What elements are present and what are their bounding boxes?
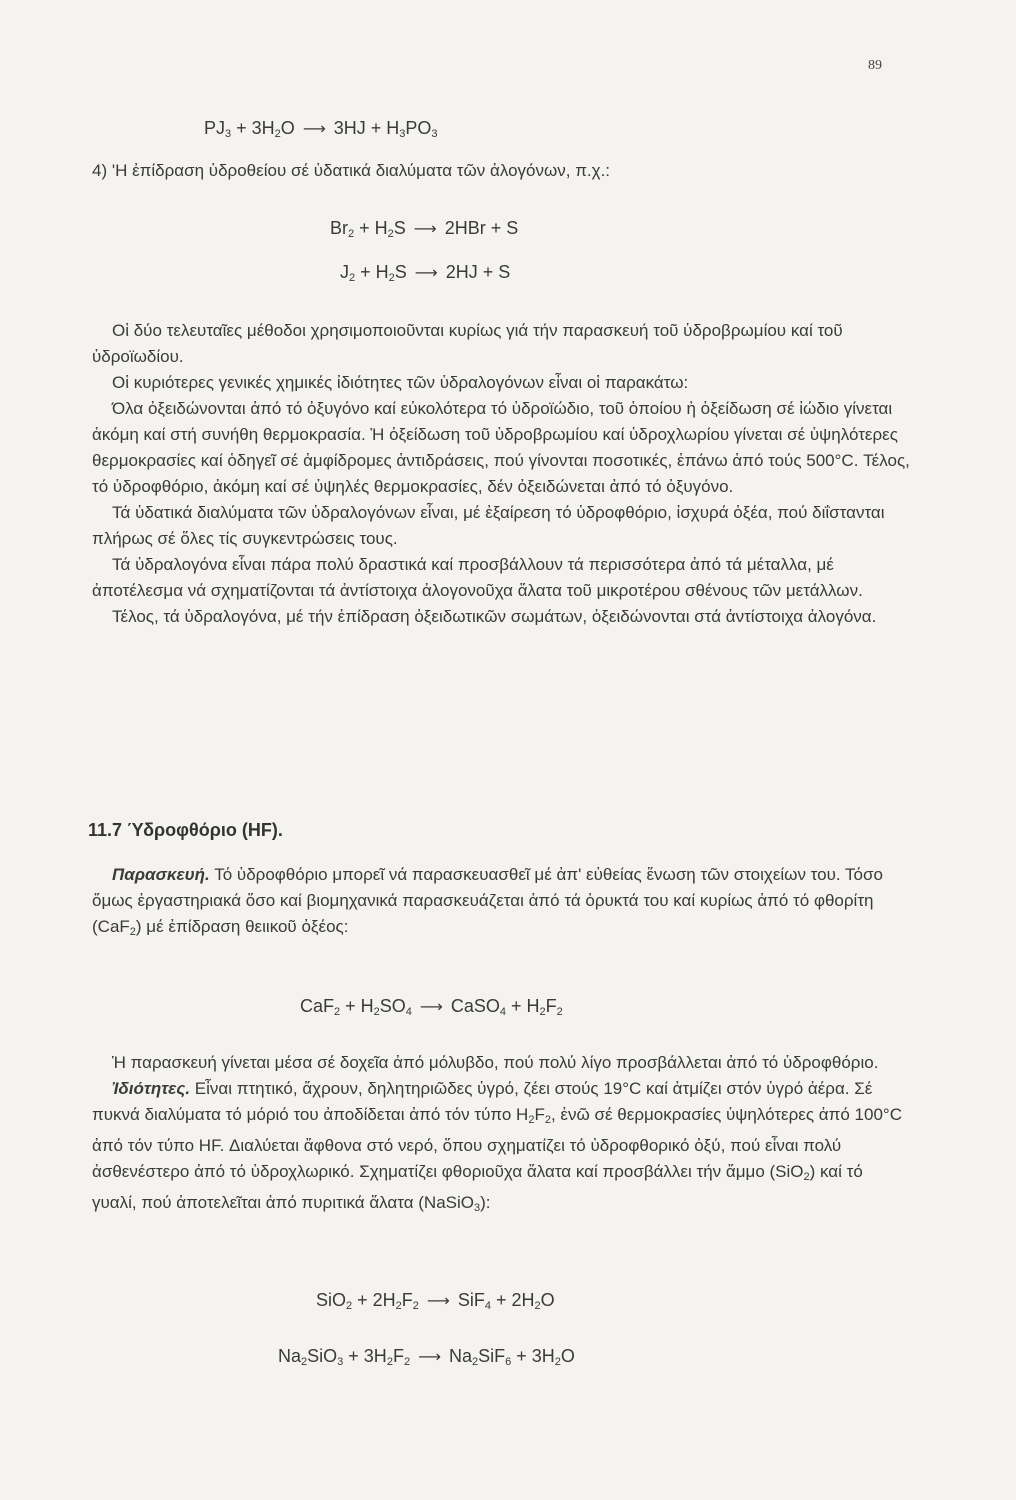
page-number: 89 (868, 58, 882, 73)
paragraph-oxidation: Όλα ὀξειδώνονται ἀπό τό ὀξυγόνο καί εὐκολότερα τό ὑδροϊώδιο, τοῦ ὁποίου ἡ ὀξείδωση σέ ἰώδιο γίνεται ἀκόμη καί στή συνήθη θερμοκρασία. Ἡ ὀξείδωση τοῦ ὑδροβρωμίου καί ὑδροχλωρίου γίνεται σέ ὑψηλότερες θερμοκρασίες καί ὁδηγεῖ σέ ἀμφίδρομες ἀντιδράσεις, πού γίνονται ποσοτικές, ἐπάνω ἀπό τούς 500°C. Τέλος, τό ὑδροφθόριο, ἀκόμη καί σέ ὑψηλές θερμοκρασίες, δέν ὀξειδώνεται ἀπό τό ὀξυγόνο. (92, 399, 910, 496)
properties-label: Ἰδιότητες. (112, 1079, 191, 1098)
equation-pj3-hydrolysis: $PJ_3 + 3H_2O$ ⟶ $3HJ + H_3PO_3$ (204, 118, 438, 140)
paragraph-hf-properties: Ἰδιότητες. Εἶναι πτητικό, ἄχρουν, δηλητηριῶδες ὑγρό, ζέει στούς 19°C καί ἀτμίζει στόν ὑγρό ἀέρα. Σέ πυκνά διαλύματα τό μόριό του ἀποδίδεται ἀπό τόν τύπο $H_2F_2$, ἐνῶ σέ θερμοκρασίες ὑψηλότερες ἀπό 100°C ἀπό τόν τύπο HF. Διαλύεται ἄφθονα στό νερό, ὅπου σχηματίζει τό ὑδροφθορικό ὀξύ, πού εἶναι πολύ ἀσθενέστερο ἀπό τό ὑδροχλωρικό. Σχηματίζει φθοριοῦχα ἅλατα καί προσβάλλει τήν ἄμμο (SiO$_2$) καί τό γυαλί, πού ἀποτελεῖται ἀπό πυριτικά ἅλατα (NaSiO$_3$): (92, 1079, 902, 1214)
equation-br2-h2s: $Br_2 + H_2S$ ⟶ 2HBr + S (330, 218, 519, 240)
paragraph-metal-attack: Τά ὑδραλογόνα εἶναι πάρα πολύ δραστικά καί προσβάλλουν τά περισσότερα ἀπό τά μέταλλα, μέ ἀποτέλεσμα νά σχηματίζονται τά ἀντίστοιχα ἀλογονοῦχα ἅλατα τοῦ μικροτέρου σθένους τῶν μετάλλων. (92, 555, 863, 600)
item-4: 4) 'Η ἐπίδραση ὑδροθείου σέ ὑδατικά διαλύματα τῶν ἀλογόνων, π.χ.: (92, 161, 611, 180)
paragraph-methods: Οἱ δύο τελευταῖες μέθοδοι χρησιμοποιοῦνται κυρίως γιά τήν παρασκευή τοῦ ὑδροβρωμίου καί τοῦ ὑδροϊωδίου. (92, 321, 843, 366)
equation-sio2-hf: $SiO_2 + 2H_2F_2$ ⟶ $SiF_4 + 2H_2O$ (316, 1290, 555, 1312)
paragraph-lead-vessels: Ἡ παρασκευή γίνεται μέσα σέ δοχεῖα ἀπό μόλυβδο, πού πολύ λίγο προσβάλλεται ἀπό τό ὑδροφθόριο. (112, 1053, 879, 1072)
preparation-label: Παρασκευή. (112, 865, 210, 884)
paragraph-acid-strength: Τά ὑδατικά διαλύματα τῶν ὑδραλογόνων εἶναι, μέ ἐξαίρεση τό ὑδροφθόριο, ἰσχυρά ὀξέα, πού διΐστανται πλήρως σέ ὅλες τίς συγκεντρώσεις τους. (92, 503, 885, 548)
properties-block (92, 1050, 912, 1221)
preparation-paragraph: Παρασκευή. Τό ὑδροφθόριο μπορεῖ νά παρασκευασθεῖ μέ ἀπ' εὐθείας ἕνωση τῶν στοιχείων του. Τόσο ὅμως ἐργαστηριακά ὅσο καί βιομηχανικά παρασκευάζεται ἀπό τά ὀρυκτά του καί κυρίως ἀπό τό φθορίτη (CaF$_2$) μέ ἐπίδραση θειικοῦ ὀξέος: (92, 865, 883, 938)
paragraph-properties-intro: Οἱ κυριότερες γενικές χημικές ἰδιότητες τῶν ὑδραλογόνων εἶναι οἱ παρακάτω: (112, 373, 689, 392)
section-heading-hf: 11.7 Ύδροφθόριο (HF). (88, 820, 283, 840)
equation-j2-h2s: $J_2 + H_2S$ ⟶ 2HJ + S (340, 262, 511, 284)
paragraph-halogen-oxidation: Τέλος, τά ὑδραλογόνα, μέ τήν ἐπίδραση ὀξειδωτικῶν σωμάτων, ὀξειδώνονται στά ἀντίστοιχα ἀλογόνα. (112, 607, 877, 626)
body-text-block (92, 318, 912, 630)
equation-na2sio3-hf: $Na_2SiO_3 + 3H_2F_2$ ⟶ $Na_2SiF_6 + 3H_2O$ (278, 1346, 575, 1368)
equation-caf2-h2so4: $CaF_2 + H_2SO_4$ ⟶ CaSO$_4$ + $H_2F_2$ (300, 996, 563, 1018)
